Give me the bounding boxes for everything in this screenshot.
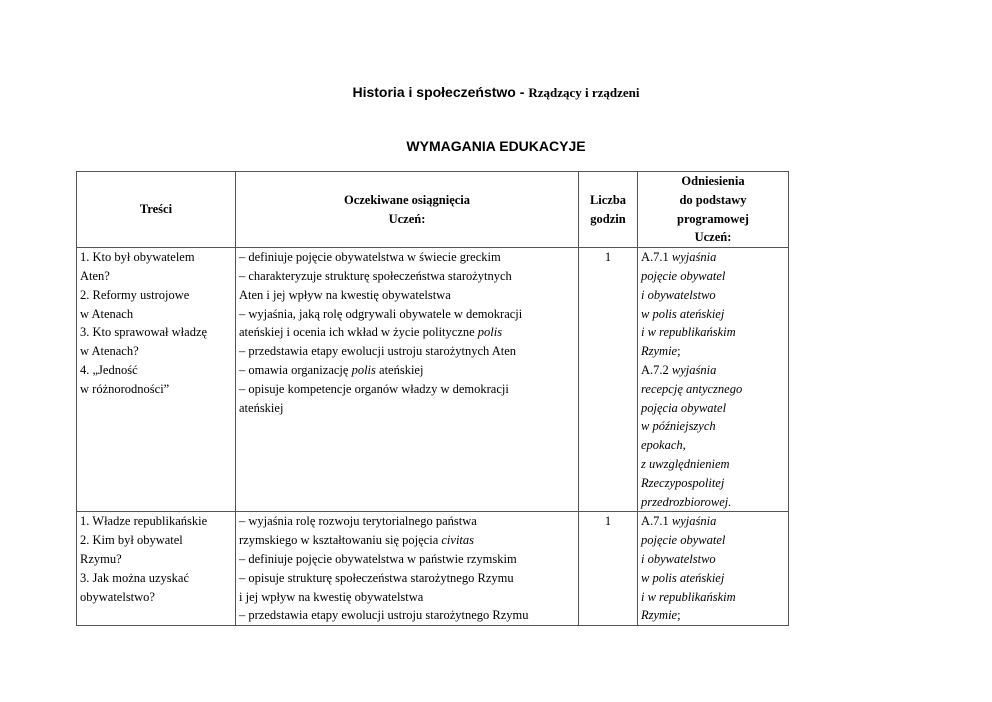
content-cell: 1. Kto był obywatelem Aten? 2. Reformy ustrojowe w Atenach 3. Kto sprawował władzę w Atenach? 4. „Jedność w różnorodności”: [77, 248, 236, 512]
hours-cell: 1: [579, 248, 638, 512]
header-content: Treści: [77, 172, 236, 248]
header-hours: Liczba godzin: [579, 172, 638, 248]
header-outcomes: Oczekiwane osiągnięcia Uczeń:: [236, 172, 579, 248]
outcomes-cell: – definiuje pojęcie obywatelstwa w świecie greckim – charakteryzuje strukturę społeczeństwa starożytnych Aten i jej wpływ na kwestię obywatelstwa – wyjaśnia, jaką rolę odgrywali obywatele w demokracji ateńskiej i ocenia ich wkład w życie polityczne polis – przedstawia etapy ewolucji ustroju starożytnych Aten – omawia organizację polis ateńskiej – opisuje kompetencje organów władzy w demokracji ateńskiej: [236, 248, 579, 512]
content-cell: 1. Władze republikańskie 2. Kim był obywatel Rzymu? 3. Jak można uzyskać obywatelstwo?: [77, 512, 236, 626]
references-cell: A.7.1 wyjaśnia pojęcie obywatel i obywatelstwo w polis ateńskiej i w republikańskim Rzymie;: [638, 512, 789, 626]
table-row: [77, 248, 789, 512]
title-sub: Rządzący i rządzeni: [528, 85, 640, 100]
hours-cell: 1: [579, 512, 638, 626]
document-title: [0, 84, 992, 101]
title-main: Historia i społeczeństwo -: [352, 84, 529, 100]
requirements-table: [76, 171, 789, 626]
header-references: Odniesienia do podstawy programowej Uczeń:: [638, 172, 789, 248]
references-cell: A.7.1 wyjaśnia pojęcie obywatel i obywatelstwo w polis ateńskiej i w republikańskim Rzymie; A.7.2 wyjaśnia recepcję antycznego pojęcia obywatel w późniejszych epokach, z uwzględnieniem Rzeczypospolitej przedrozbiorowej.: [638, 248, 789, 512]
outcomes-cell: – wyjaśnia rolę rozwoju terytorialnego państwa rzymskiego w kształtowaniu się pojęcia civitas – definiuje pojęcie obywatelstwa w państwie rzymskim – opisuje strukturę społeczeństwa starożytnego Rzymu i jej wpływ na kwestię obywatelstwa – przedstawia etapy ewolucji ustroju starożytnego Rzymu: [236, 512, 579, 626]
section-heading: WYMAGANIA EDUKACYJE: [406, 138, 586, 154]
table-row: [77, 512, 789, 626]
table-header-row: [77, 172, 789, 248]
